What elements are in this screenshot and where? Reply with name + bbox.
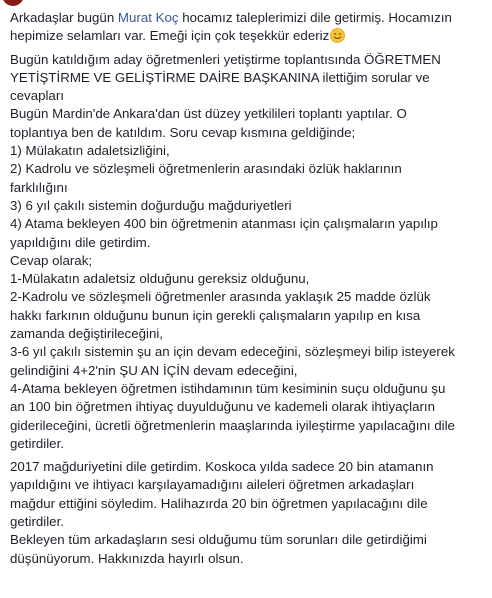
- post-line: cevapları: [10, 88, 64, 104]
- post-line: yapıldığını ve ihtiyacı karşılayamadığını aileleri öğretmen arkadaşları: [10, 477, 415, 493]
- post-line: 4) Atama bekleyen 400 bin öğretmenin atanması için çalışmaların yapılıp: [10, 216, 438, 232]
- intro-thanks-text: hepimize selamları var. Emeği için çok teşekkür ederiz: [10, 28, 330, 44]
- post-line: düşünüyorum. Hakkınızda hayırlı olsun.: [10, 550, 244, 566]
- post-line: toplantıya ben de katıldım. Soru cevap kısmına geldiğinde;: [10, 124, 356, 140]
- post-line: an 100 bin öğretmen ihtiyaç duyulduğunu ve kademeli olarak ihtiyaçların: [10, 399, 436, 415]
- post-paragraph: [10, 51, 486, 454]
- post-line: 1-Mülakatın adaletsiz olduğunu gereksiz olduğunu,: [10, 271, 310, 287]
- post-line: Bekleyen tüm arkadaşların sesi olduğumu tüm sorunları dile getirdiğimi: [10, 532, 427, 548]
- post-line: gelindiğini 4+2'nin ŞU AN İÇİN devam edeceğini,: [10, 362, 298, 378]
- post-line: YETİŞTİRME VE GELİŞTİRME DAİRE BAŞKANINA ilettiğim sorular ve: [10, 69, 430, 85]
- post-line: 4-Atama bekleyen öğretmen istihdamının tüm kesiminin suçu olduğunu şu: [10, 380, 446, 396]
- post-intro-paragraph: [10, 9, 486, 46]
- post-line: [10, 9, 486, 27]
- post-line: 2-Kadrolu ve sözleşmeli öğretmenler arasında yaklaşık 25 madde özlük: [10, 289, 431, 305]
- post-line: hakkı farkının olduğunu bunun için gerekli çalışmaların yapılıp en kısa: [10, 307, 421, 323]
- post-line: zamanda değiştirileceğini,: [10, 326, 163, 342]
- post-text: [10, 9, 486, 573]
- post-line: [10, 27, 486, 45]
- post-line: giderileceğini, ücretli öğretmenlerin maaşlarında iyileştirme yapılacağını dile: [10, 417, 455, 433]
- intro-text-before-mention: Arkadaşlar bugün: [10, 10, 118, 25]
- post-line: getirdiler.: [10, 435, 64, 451]
- post-line: 3-6 yıl çakılı sistemin şu an için devam edeceğini, sözleşmeyi bilip isteyerek: [10, 344, 455, 360]
- post-line: farklılığını: [10, 179, 68, 195]
- post-line: 2) Kadrolu ve sözleşmeli öğretmenlerin arasındaki özlük haklarının: [10, 161, 402, 177]
- post-line: 3) 6 yıl çakılı sistemin doğurduğu mağduriyetleri: [10, 197, 292, 213]
- post-line: 1) Mülakatın adaletsizliğini,: [10, 143, 170, 159]
- post-line: mağdur ettiğini söyledim. Halihazırda 20 bin öğretmen yapılacağını dile: [10, 495, 428, 511]
- post-paragraph: [10, 458, 486, 568]
- smiling-face-icon: [330, 28, 345, 43]
- mention-link[interactable]: Murat Koç: [117, 10, 179, 25]
- author-avatar[interactable]: [2, 0, 24, 6]
- post-line: Cevap olarak;: [10, 252, 93, 268]
- intro-text-after-mention: hocamız taleplerimizi dile getirmiş. Hocamızın: [178, 10, 452, 25]
- post-line: getirdiler.: [10, 514, 64, 530]
- post-line: Bugün Mardin'de Ankara'dan üst düzey yetkilileri toplantı yaptılar. O: [10, 106, 407, 122]
- post-line: Bugün katıldığım aday öğretmenleri yetiştirme toplantısında ÖĞRETMEN: [10, 51, 441, 67]
- post-line: yapıldığını dile getirdim.: [10, 234, 151, 250]
- post-line: 2017 mağduriyetini dile getirdim. Koskoca yılda sadece 20 bin atamanın: [10, 459, 434, 475]
